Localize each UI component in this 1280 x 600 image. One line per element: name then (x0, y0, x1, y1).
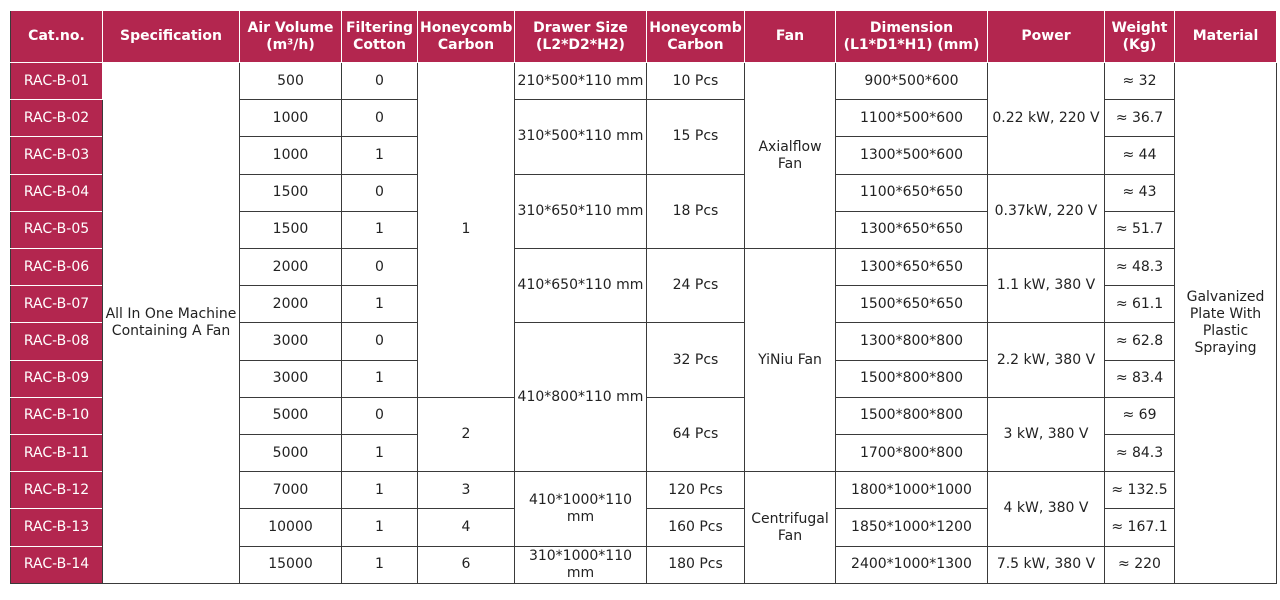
cat-no-cell: RAC-B-02 (11, 100, 103, 137)
header-material: Material (1175, 11, 1277, 63)
air-volume-cell: 1500 (240, 174, 342, 211)
weight-cell: ≈ 61.1 (1105, 286, 1175, 323)
dimension-cell: 1300*500*600 (836, 137, 988, 174)
weight-cell: ≈ 132.5 (1105, 472, 1175, 509)
header-air-volume-line2: (m³/h) (266, 36, 315, 53)
weight-cell: ≈ 220 (1105, 546, 1175, 583)
header-hcarbon-line1: Honeycomb (649, 19, 742, 36)
material-cell: Galvanized Plate With Plastic Spraying (1175, 63, 1277, 584)
filtering-cotton-cell: 0 (342, 249, 418, 286)
air-volume-cell: 3000 (240, 323, 342, 360)
weight-cell: ≈ 83.4 (1105, 360, 1175, 397)
filtering-cotton-cell: 1 (342, 360, 418, 397)
weight-cell: ≈ 48.3 (1105, 249, 1175, 286)
header-weight (1105, 11, 1175, 63)
header-filtering-line1: Filtering (345, 19, 414, 36)
air-volume-cell: 5000 (240, 397, 342, 434)
air-volume-cell: 1000 (240, 137, 342, 174)
air-volume-cell: 3000 (240, 360, 342, 397)
power-cell: 1.1 kW, 380 V (988, 249, 1105, 323)
drawer-size-cell: 410*1000*110 mm (515, 472, 647, 546)
drawer-size-cell: 410*650*110 mm (515, 249, 647, 323)
filtering-cotton-cell: 1 (342, 472, 418, 509)
header-honeycomb-carbon (418, 11, 515, 63)
header-power: Power (988, 11, 1105, 63)
filtering-cotton-cell: 0 (342, 174, 418, 211)
honeycomb-pcs-cell: 10 Pcs (647, 63, 745, 100)
air-volume-cell: 15000 (240, 546, 342, 583)
cat-no-cell: RAC-B-08 (11, 323, 103, 360)
table-row (11, 63, 1277, 100)
cat-no-cell: RAC-B-14 (11, 546, 103, 583)
header-fan: Fan (745, 11, 836, 63)
dimension-cell: 1100*500*600 (836, 100, 988, 137)
weight-cell: ≈ 51.7 (1105, 211, 1175, 248)
honeycomb-pcs-cell: 18 Pcs (647, 174, 745, 248)
honeycomb-pcs-cell: 160 Pcs (647, 509, 745, 546)
weight-cell: ≈ 43 (1105, 174, 1175, 211)
honeycomb-cell: 4 (418, 509, 515, 546)
dimension-cell: 1500*800*800 (836, 397, 988, 434)
drawer-size-cell: 410*800*110 mm (515, 323, 647, 472)
honeycomb-cell: 2 (418, 397, 515, 471)
cat-no-cell: RAC-B-01 (11, 63, 103, 100)
header-dimension-line1: Dimension (869, 19, 954, 36)
power-cell: 0.37kW, 220 V (988, 174, 1105, 248)
cat-no-cell: RAC-B-04 (11, 174, 103, 211)
header-air-volume-line1: Air Volume (247, 19, 334, 36)
weight-cell: ≈ 32 (1105, 63, 1175, 100)
dimension-cell: 1850*1000*1200 (836, 509, 988, 546)
dimension-cell: 1500*650*650 (836, 286, 988, 323)
drawer-size-cell: 310*500*110 mm (515, 100, 647, 174)
filtering-cotton-cell: 0 (342, 323, 418, 360)
dimension-cell: 1300*650*650 (836, 249, 988, 286)
header-drawer-line1: Drawer Size (533, 19, 628, 36)
cat-no-cell: RAC-B-03 (11, 137, 103, 174)
air-volume-cell: 5000 (240, 435, 342, 472)
cat-no-cell: RAC-B-10 (11, 397, 103, 434)
cat-no-cell: RAC-B-13 (11, 509, 103, 546)
filtering-cotton-cell: 0 (342, 397, 418, 434)
power-cell: 0.22 kW, 220 V (988, 63, 1105, 175)
header-honeycomb-line1: Honeycomb (420, 19, 513, 36)
honeycomb-cell: 3 (418, 472, 515, 509)
air-volume-cell: 1000 (240, 100, 342, 137)
air-volume-cell: 1500 (240, 211, 342, 248)
weight-cell: ≈ 167.1 (1105, 509, 1175, 546)
power-cell: 7.5 kW, 380 V (988, 546, 1105, 583)
header-honeycomb-line2: Carbon (437, 36, 495, 53)
dimension-cell: 1500*800*800 (836, 360, 988, 397)
power-cell: 4 kW, 380 V (988, 472, 1105, 546)
cat-no-cell: RAC-B-09 (11, 360, 103, 397)
dimension-cell: 2400*1000*1300 (836, 546, 988, 583)
filtering-cotton-cell: 1 (342, 137, 418, 174)
power-cell: 2.2 kW, 380 V (988, 323, 1105, 397)
filtering-cotton-cell: 1 (342, 286, 418, 323)
cat-no-cell: RAC-B-05 (11, 211, 103, 248)
cat-no-cell: RAC-B-07 (11, 286, 103, 323)
honeycomb-cell: 1 (418, 63, 515, 398)
honeycomb-pcs-cell: 64 Pcs (647, 397, 745, 471)
weight-cell: ≈ 69 (1105, 397, 1175, 434)
air-volume-cell: 7000 (240, 472, 342, 509)
header-dimension-line2: (L1*D1*H1) (mm) (843, 36, 980, 53)
dimension-cell: 1800*1000*1000 (836, 472, 988, 509)
header-weight-line2: (Kg) (1122, 36, 1157, 53)
header-weight-line1: Weight (1111, 19, 1168, 36)
honeycomb-cell: 6 (418, 546, 515, 583)
table-body (11, 63, 1277, 584)
weight-cell: ≈ 62.8 (1105, 323, 1175, 360)
table-header (11, 11, 1277, 63)
dimension-cell: 1100*650*650 (836, 174, 988, 211)
honeycomb-pcs-cell: 24 Pcs (647, 249, 745, 323)
honeycomb-pcs-cell: 32 Pcs (647, 323, 745, 397)
filtering-cotton-cell: 1 (342, 435, 418, 472)
air-volume-cell: 500 (240, 63, 342, 100)
product-spec-table (10, 10, 1277, 584)
weight-cell: ≈ 36.7 (1105, 100, 1175, 137)
honeycomb-pcs-cell: 120 Pcs (647, 472, 745, 509)
filtering-cotton-cell: 1 (342, 546, 418, 583)
drawer-size-cell: 310*1000*110 mm (515, 546, 647, 583)
header-hcarbon-line2: Carbon (667, 36, 724, 53)
weight-cell: ≈ 84.3 (1105, 435, 1175, 472)
weight-cell: ≈ 44 (1105, 137, 1175, 174)
header-specification: Specification (103, 11, 240, 63)
header-dimension (836, 11, 988, 63)
filtering-cotton-cell: 0 (342, 100, 418, 137)
drawer-size-cell: 210*500*110 mm (515, 63, 647, 100)
dimension-cell: 1300*800*800 (836, 323, 988, 360)
filtering-cotton-cell: 0 (342, 63, 418, 100)
honeycomb-pcs-cell: 15 Pcs (647, 100, 745, 174)
cat-no-cell: RAC-B-12 (11, 472, 103, 509)
air-volume-cell: 10000 (240, 509, 342, 546)
fan-cell: Centrifugal Fan (745, 472, 836, 584)
specification-cell: All In One Machine Containing A Fan (103, 63, 240, 584)
air-volume-cell: 2000 (240, 249, 342, 286)
drawer-size-cell: 310*650*110 mm (515, 174, 647, 248)
header-cat-no: Cat.no. (11, 11, 103, 63)
fan-cell: Axialflow Fan (745, 63, 836, 249)
header-drawer-line2: (L2*D2*H2) (536, 36, 625, 53)
honeycomb-pcs-cell: 180 Pcs (647, 546, 745, 583)
cat-no-cell: RAC-B-11 (11, 435, 103, 472)
power-cell: 3 kW, 380 V (988, 397, 1105, 471)
dimension-cell: 1300*650*650 (836, 211, 988, 248)
fan-cell: YiNiu Fan (745, 249, 836, 472)
filtering-cotton-cell: 1 (342, 211, 418, 248)
cat-no-cell: RAC-B-06 (11, 249, 103, 286)
header-air-volume (240, 11, 342, 63)
air-volume-cell: 2000 (240, 286, 342, 323)
header-filtering-cotton (342, 11, 418, 63)
header-honeycomb-carbon-pcs (647, 11, 745, 63)
header-drawer-size (515, 11, 647, 63)
header-row (11, 11, 1277, 63)
dimension-cell: 1700*800*800 (836, 435, 988, 472)
dimension-cell: 900*500*600 (836, 63, 988, 100)
filtering-cotton-cell: 1 (342, 509, 418, 546)
header-filtering-line2: Cotton (353, 36, 406, 53)
